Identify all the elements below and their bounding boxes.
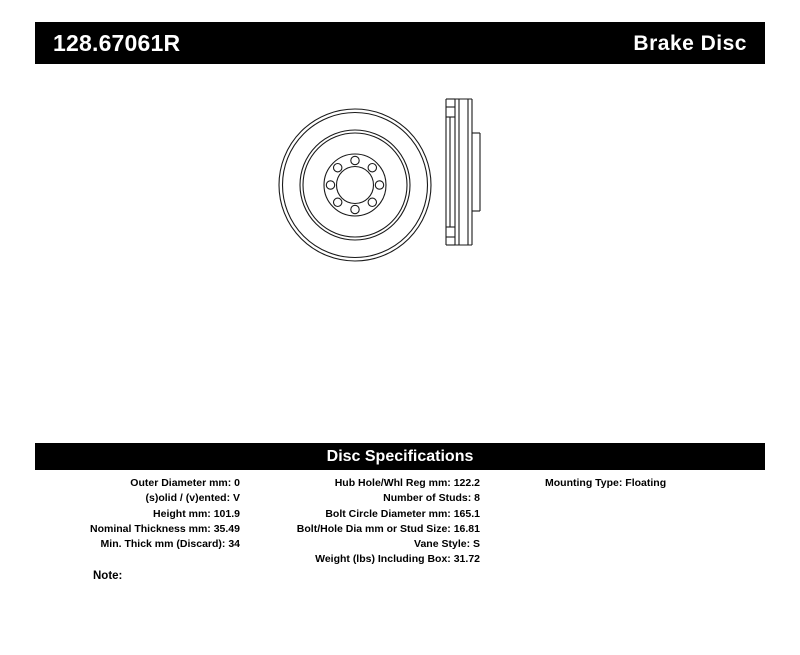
spec-item: Nominal Thickness mm: 35.49 xyxy=(90,522,240,535)
spec-item: Hub Hole/Whl Reg mm: 122.2 xyxy=(334,477,480,489)
spec-item: Number of Studs: 8 xyxy=(383,492,480,505)
spec-item: Min. Thick mm (Discard): 34 xyxy=(100,538,240,551)
spec-item: Mounting Type: Floating xyxy=(545,477,667,489)
spec-column-left xyxy=(35,476,240,552)
brake-rotor-technical-drawing xyxy=(250,85,570,285)
spec-item: Bolt Circle Diameter mm: 165.1 xyxy=(325,507,480,520)
spec-item: Weight (lbs) Including Box: 31.72 xyxy=(315,553,480,566)
part-number: 128.67061R xyxy=(53,29,181,56)
spec-item: Height mm: 101.9 xyxy=(153,507,240,520)
disc-specifications-header xyxy=(35,443,765,470)
spec-section-title: Disc Specifications xyxy=(326,447,474,465)
spec-item: Outer Diameter mm: 0 xyxy=(130,477,240,489)
note-label: Note: xyxy=(93,570,123,582)
note-row xyxy=(93,570,122,582)
spec-item: Bolt/Hole Dia mm or Stud Size: 16.81 xyxy=(296,522,480,535)
spec-column-middle xyxy=(250,476,480,568)
product-type-title: Brake Disc xyxy=(633,31,747,55)
spec-item: Vane Style: S xyxy=(414,538,480,551)
header-bar xyxy=(35,22,765,64)
spec-item: (s)olid / (v)ented: V xyxy=(145,492,240,505)
specifications-table xyxy=(35,476,765,566)
spec-column-right xyxy=(545,476,765,491)
